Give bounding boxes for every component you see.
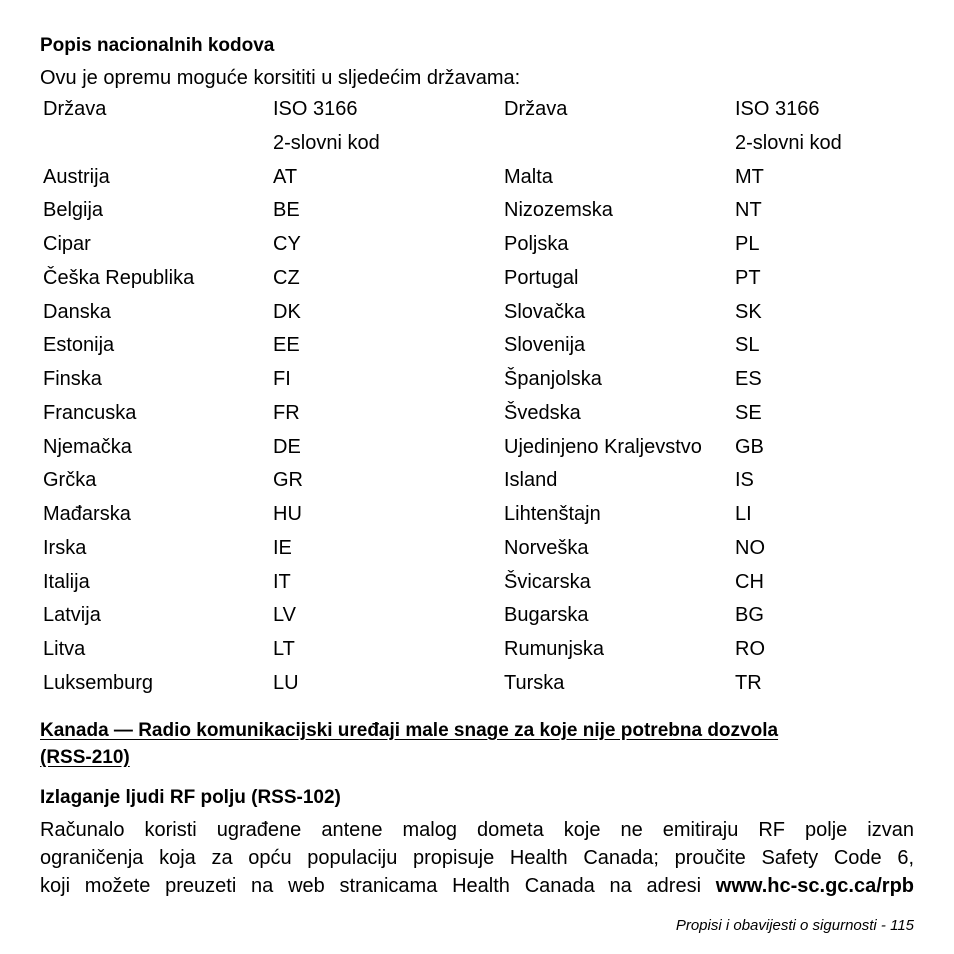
iso-code: IS bbox=[735, 469, 754, 492]
iso-code: FI bbox=[273, 368, 291, 390]
country-name: Bugarska bbox=[504, 604, 589, 627]
iso-code: RO bbox=[735, 638, 765, 660]
country-name: Češka Republika bbox=[43, 266, 195, 289]
header-sub: 2-slovni kod bbox=[735, 131, 842, 154]
page-footer: Propisi i obavijesti o sigurnosti - 115 bbox=[675, 917, 914, 934]
header-iso: ISO 3166 bbox=[735, 98, 820, 120]
table-row bbox=[0, 598, 954, 632]
iso-code: GB bbox=[735, 435, 764, 458]
paragraph-line: ograničenja koja za opću populaciju propisuje Health Canada; proučite Safety Code 6, bbox=[40, 847, 914, 869]
table-header-row bbox=[0, 92, 954, 126]
table-row bbox=[0, 463, 954, 497]
country-name: Švicarska bbox=[504, 570, 591, 593]
iso-code: LI bbox=[735, 503, 752, 525]
table-row bbox=[0, 193, 954, 227]
iso-code: BG bbox=[735, 604, 764, 627]
country-name: Luksemburg bbox=[43, 671, 154, 694]
country-name: Belgija bbox=[43, 199, 104, 222]
country-name: Grčka bbox=[43, 469, 97, 492]
country-name: Slovenija bbox=[504, 334, 586, 357]
iso-code: NT bbox=[735, 199, 762, 222]
table-row bbox=[0, 396, 954, 430]
iso-code: CY bbox=[273, 233, 301, 255]
iso-code: IT bbox=[273, 570, 291, 593]
kanada-heading-line: Kanada — Radio komunikacijski uređaji male snage za koje nije potrebna dozvola bbox=[40, 720, 779, 741]
country-name: Poljska bbox=[504, 233, 569, 255]
iso-code: DK bbox=[273, 300, 301, 323]
section-title-kanada bbox=[40, 717, 916, 771]
iso-code: DE bbox=[273, 435, 301, 458]
country-name: Italija bbox=[43, 570, 90, 593]
iso-code: FR bbox=[273, 401, 300, 424]
country-name: Danska bbox=[43, 300, 111, 323]
country-name: Mađarska bbox=[43, 503, 131, 525]
iso-code: TR bbox=[735, 671, 762, 694]
table-row bbox=[0, 261, 954, 295]
table-body bbox=[0, 160, 954, 700]
iso-code: SL bbox=[735, 334, 760, 357]
country-name: Island bbox=[504, 469, 558, 492]
iso-code: CZ bbox=[273, 266, 300, 289]
iso-code: ES bbox=[735, 368, 762, 390]
table-row bbox=[0, 227, 954, 261]
iso-code: LT bbox=[273, 638, 295, 660]
iso-code: BE bbox=[273, 199, 300, 222]
section-title-national-codes: Popis nacionalnih kodova bbox=[40, 35, 275, 56]
country-name: Rumunjska bbox=[504, 638, 605, 660]
header-sub: 2-slovni kod bbox=[273, 131, 380, 154]
country-name: Turska bbox=[504, 671, 565, 694]
country-name: Latvija bbox=[43, 604, 101, 627]
country-name: Slovačka bbox=[504, 300, 586, 323]
country-name: Portugal bbox=[504, 266, 579, 289]
table-row bbox=[0, 666, 954, 700]
table-row bbox=[0, 565, 954, 599]
iso-code: SE bbox=[735, 401, 762, 424]
country-name: Norveška bbox=[504, 536, 589, 559]
country-name: Francuska bbox=[43, 401, 137, 424]
country-name: Estonija bbox=[43, 334, 115, 357]
country-name: Malta bbox=[504, 165, 553, 188]
country-name: Švedska bbox=[504, 401, 581, 424]
country-code-table bbox=[0, 92, 954, 700]
table-row bbox=[0, 160, 954, 194]
iso-code: CH bbox=[735, 570, 764, 593]
iso-code: GR bbox=[273, 469, 303, 492]
country-name: Finska bbox=[43, 368, 102, 390]
country-name: Njemačka bbox=[43, 435, 132, 458]
iso-code: NO bbox=[735, 536, 765, 559]
table-row bbox=[0, 362, 954, 396]
iso-code: LU bbox=[273, 671, 299, 694]
country-name: Ujedinjeno Kraljevstvo bbox=[504, 435, 702, 458]
iso-code: AT bbox=[273, 165, 298, 188]
iso-code: HU bbox=[273, 503, 302, 525]
paragraph-line bbox=[40, 872, 914, 900]
table-row bbox=[0, 295, 954, 329]
table-row bbox=[0, 328, 954, 362]
health-canada-url: www.hc-sc.gc.ca/rpb bbox=[715, 875, 914, 897]
iso-code: IE bbox=[273, 536, 292, 559]
header-country: Država bbox=[504, 98, 568, 120]
country-name: Austrija bbox=[43, 165, 110, 188]
iso-code: PT bbox=[735, 266, 761, 289]
iso-code: PL bbox=[735, 233, 760, 255]
paragraph-line: Računalo koristi ugrađene antene malog dometa koje ne emitiraju RF polje izvan bbox=[40, 819, 914, 841]
table-header-row bbox=[0, 126, 954, 160]
section-title-rf-exposure: Izlaganje ljudi RF polju (RSS-102) bbox=[40, 787, 341, 808]
iso-code: MT bbox=[735, 165, 764, 188]
country-name: Lihtenštajn bbox=[504, 503, 601, 525]
table-row bbox=[0, 497, 954, 531]
iso-code: LV bbox=[273, 604, 296, 627]
rf-paragraph bbox=[40, 816, 914, 900]
table-row bbox=[0, 531, 954, 565]
country-name: Cipar bbox=[43, 233, 91, 255]
header-iso: ISO 3166 bbox=[273, 98, 358, 120]
table-row bbox=[0, 430, 954, 464]
country-name: Nizozemska bbox=[504, 199, 613, 222]
kanada-heading-line: (RSS-210) bbox=[40, 747, 130, 768]
header-country: Država bbox=[43, 98, 107, 120]
iso-code: EE bbox=[273, 334, 300, 357]
intro-text: Ovu je opremu moguće korsititi u sljedećim državama: bbox=[40, 67, 521, 89]
country-name: Irska bbox=[43, 536, 87, 559]
country-name: Litva bbox=[43, 638, 86, 660]
country-name: Španjolska bbox=[504, 368, 602, 390]
iso-code: SK bbox=[735, 300, 762, 323]
table-row bbox=[0, 632, 954, 666]
paragraph-text: koji možete preuzeti na web stranicama Health Canada na adresi bbox=[40, 875, 702, 897]
